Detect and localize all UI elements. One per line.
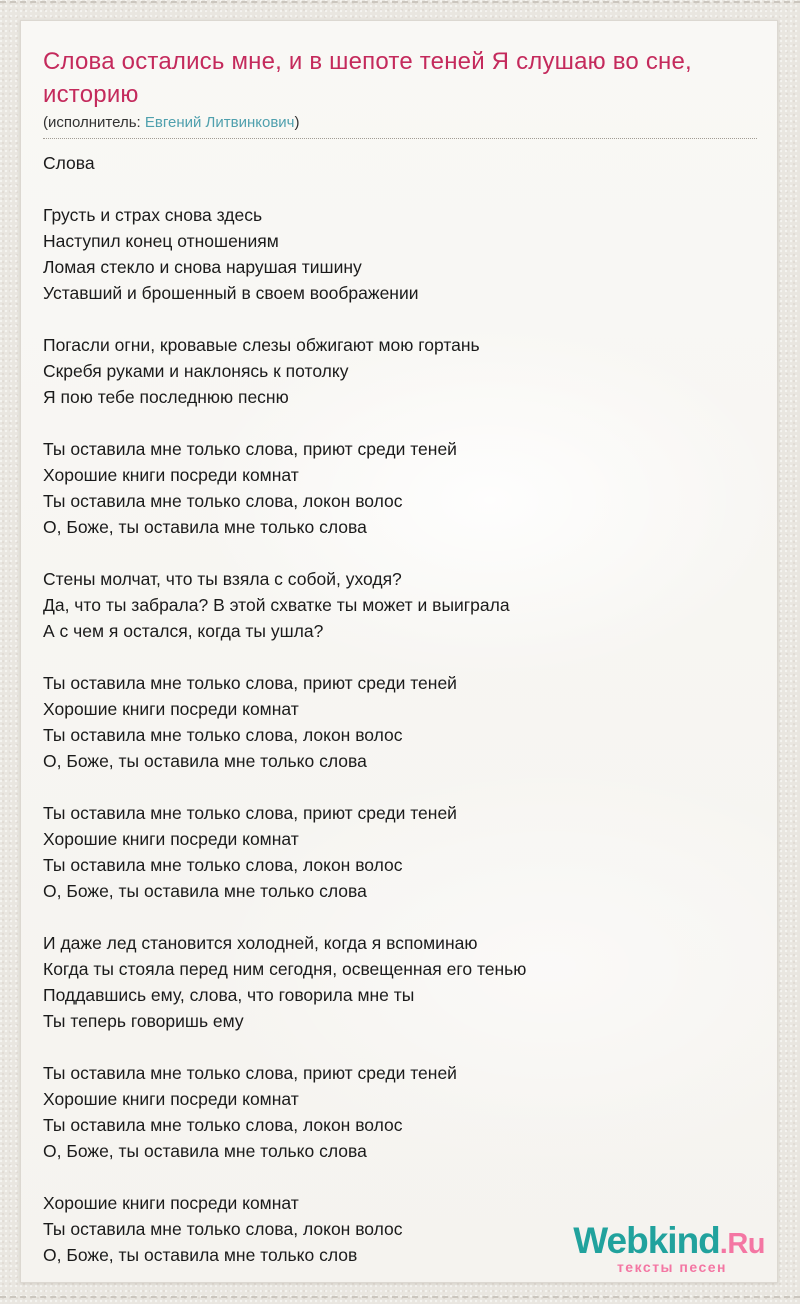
lyric-line: Стены молчат, что ты взяла с собой, уходя? [43,569,402,589]
lyric-line: Наступил конец отношениям [43,231,279,251]
lyric-line [43,774,757,800]
lyric-line: Ты оставила мне только слова, локон волос [43,1219,403,1239]
lyric-line [43,540,757,566]
lyric-line: Хорошие книги посреди комнат [43,699,299,719]
top-dashed-border [0,1,800,3]
lyric-line: О, Боже, ты оставила мне только слова [43,1141,367,1161]
lyric-line [43,176,757,202]
lyric-line: О, Боже, ты оставила мне только слова [43,881,367,901]
lyric-line: Ты оставила мне только слова, локон волос [43,1115,403,1135]
bottom-dashed-border [0,1296,800,1298]
lyric-line: Ты оставила мне только слова, локон волос [43,725,403,745]
lyric-line: Ты оставила мне только слова, приют среди теней [43,439,457,459]
lyric-line: Ты оставила мне только слова, локон волос [43,855,403,875]
logo-domain-suffix: .Ru [719,1228,765,1260]
lyric-line: Ты оставила мне только слова, приют среди теней [43,673,457,693]
lyric-line: Слова [43,153,95,173]
lyric-line: Я пою тебе последнюю песню [43,387,289,407]
lyrics-text [43,150,757,1268]
lyrics-card [20,20,778,1283]
artist-label-close: ) [294,114,300,131]
lyric-line: Ты оставила мне только слова, приют среди теней [43,1063,457,1083]
lyric-line: Ты теперь говоришь ему [43,1011,244,1031]
lyric-line: Хорошие книги посреди комнат [43,1193,299,1213]
lyric-line: О, Боже, ты оставила мне только слова [43,751,367,771]
lyric-line: Поддавшись ему, слова, что говорила мне ты [43,985,415,1005]
lyric-line: А с чем я остался, когда ты ушла? [43,621,324,641]
artist-label: (исполнитель: [43,114,145,131]
artist-link[interactable]: Евгений Литвинкович [144,114,295,131]
lyric-line: Ломая стекло и снова нарушая тишину [43,257,362,277]
lyric-line [43,1034,757,1060]
lyric-line: Хорошие книги посреди комнат [43,829,299,849]
lyric-line: Да, что ты забрала? В этой схватке ты может и выиграла [43,595,510,615]
lyric-line [43,904,757,930]
lyric-line: Хорошие книги посреди комнат [43,1089,299,1109]
webkind-logo[interactable] [573,1222,765,1274]
lyric-line [43,1164,757,1190]
lyric-line: О, Боже, ты оставила мне только слова [43,517,367,537]
lyric-line: Грусть и страх снова здесь [43,205,263,225]
lyric-line [43,644,757,670]
lyric-line: Ты оставила мне только слова, локон волос [43,491,403,511]
lyric-line: Погасли огни, кровавые слезы обжигают мою гортань [43,335,480,355]
lyric-line: Уставший и брошенный в своем воображении [43,283,419,303]
lyric-line: О, Боже, ты оставила мне только слов [43,1245,358,1265]
song-title: Слова остались мне, и в шепоте теней Я слушаю во сне, историю [43,48,692,108]
lyric-line [43,306,757,332]
lyric-line [43,410,757,436]
lyric-line: Скребя руками и наклонясь к потолку [43,361,349,381]
logo-tagline: тексты песен [616,1259,727,1275]
lyric-line: И даже лед становится холодней, когда я вспоминаю [43,933,478,953]
artist-row [43,114,757,139]
logo-wordmark: Webkind [573,1220,720,1261]
lyric-line: Ты оставила мне только слова, приют среди теней [43,803,457,823]
lyric-line: Когда ты стояла перед ним сегодня, освещенная его тенью [43,959,527,979]
lyric-line: Хорошие книги посреди комнат [43,465,299,485]
